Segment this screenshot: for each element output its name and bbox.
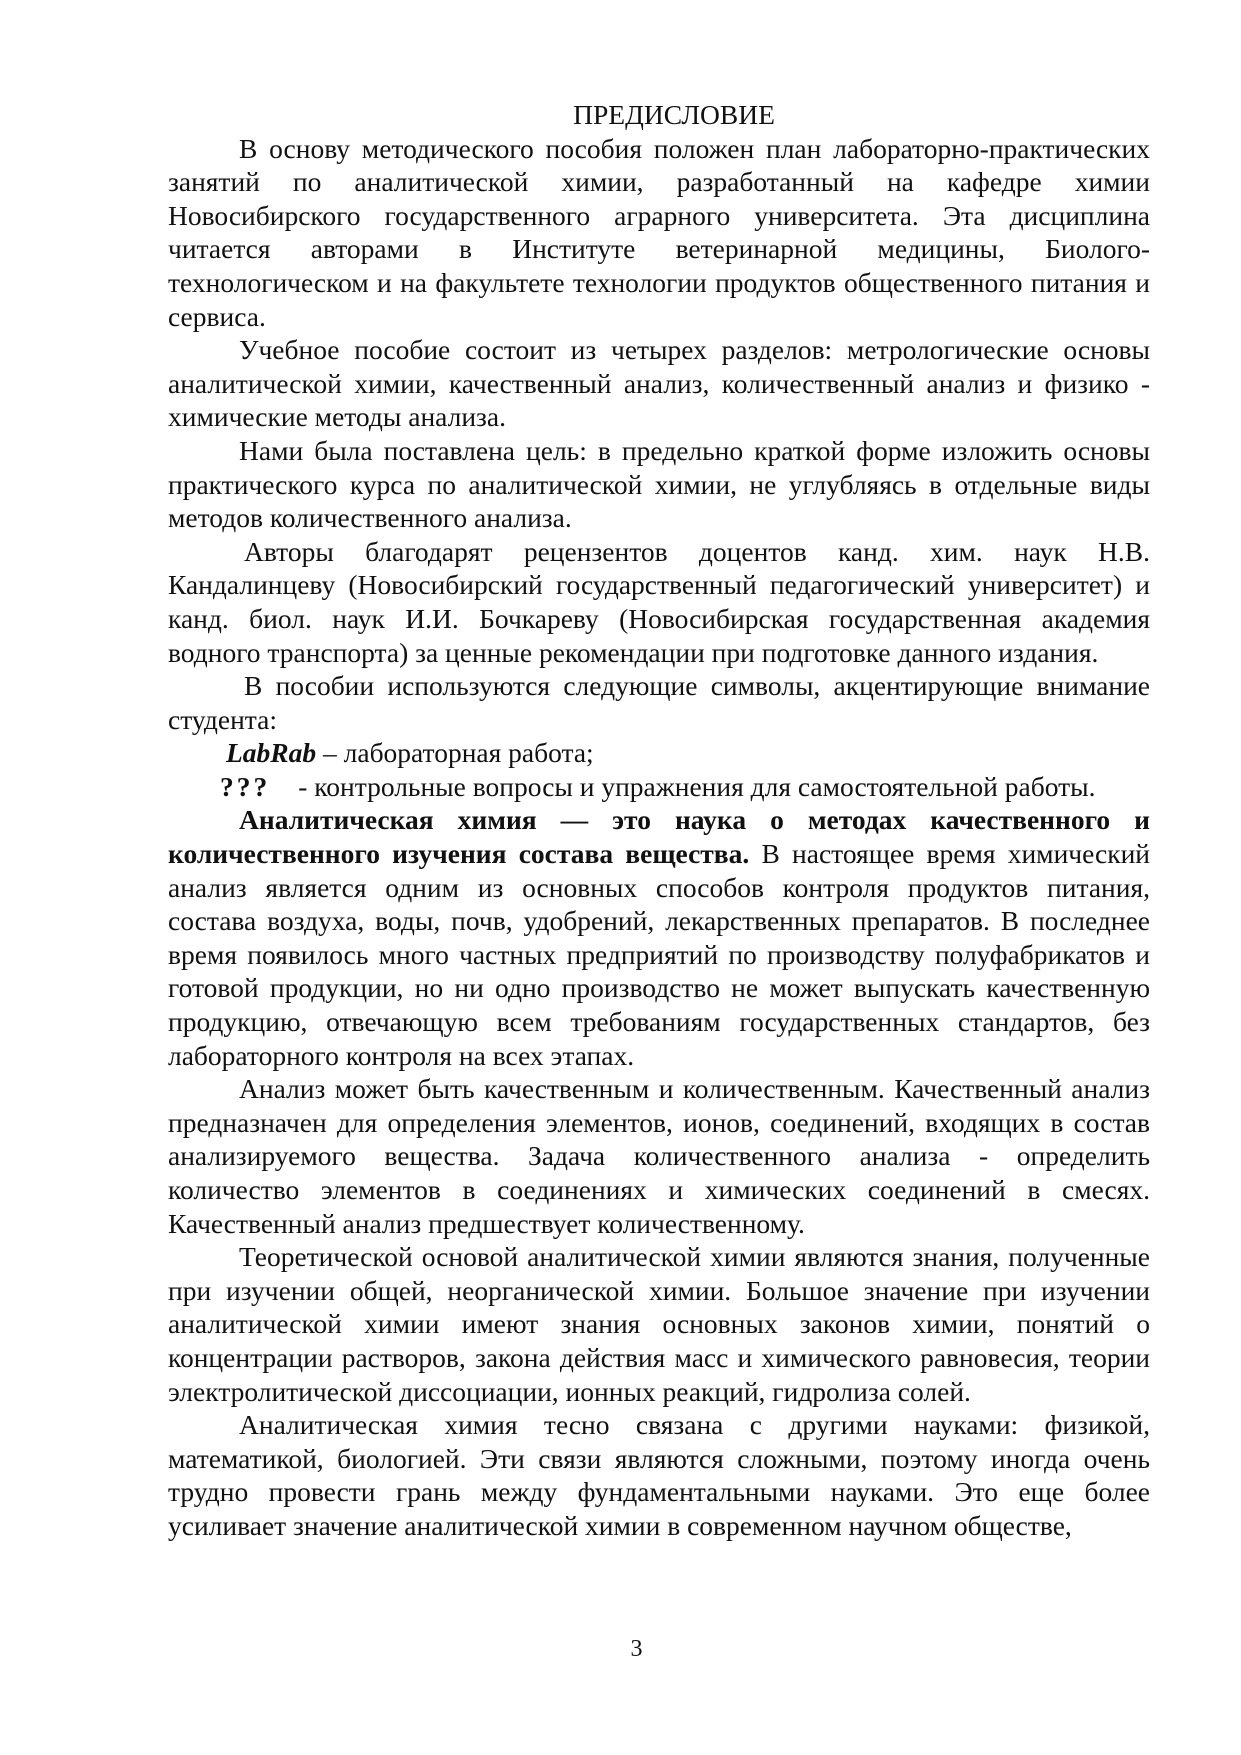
- symbol-questions-key: ???: [220, 770, 271, 802]
- definition-rest: В настоящее время химический анализ является одним из основных способов контроля продуктов питания, состава воздуха, воды, почв, удобрений, лекарственных препаратов. В последнее время появилось много частных предприятий по производству полуфабрикатов и готовой продукции, но ни одно производство не может выпускать качественную продукцию, отвечающую всем требованиям государственных стандартов, без лабораторного контроля на всех этапах.: [168, 838, 1151, 1071]
- page-body: [168, 98, 1150, 1543]
- symbol-labrab-key: LabRab: [226, 737, 317, 769]
- paragraph-symbols-intro: В пособии используются следующие символы, акцентирующие внимание студента:: [168, 670, 1150, 735]
- paragraph-acknowledgements: Авторы благодарят рецензентов доцентов канд. хим. наук Н.В. Кандалинцеву (Новосибирский государственный педагогический университет) и канд. биол. наук И.И. Бочкареву (Новосибирская государственная академия водного транспорта) за ценные рекомендации при подготовке данного издания.: [168, 535, 1150, 668]
- page-title: ПРЕДИСЛОВИЕ: [573, 99, 775, 130]
- paragraph-theory: Теоретической основой аналитической химии являются знания, полученные при изучении общей, неорганической химии. Большое значение при изучении аналитической химии имеют знания основных законов химии, понятий о концентрации растворов, закона действия масс и химического равновесия, теории электролитической диссоциации, ионных реакций, гидролиза солей.: [168, 1241, 1150, 1407]
- symbol-labrab: [168, 736, 1150, 770]
- paragraph-goal: Нами была поставлена цель: в предельно краткой форме изложить основы практического курса по аналитической химии, не углубляясь в отдельные виды методов количественного анализа.: [168, 434, 1150, 534]
- symbol-questions-text: - контрольные вопросы и упражнения для самостоятельной работы.: [298, 770, 1096, 802]
- paragraph-relations: Аналитическая химия тесно связана с другими науками: физикой, математикой, биологией. Эти связи являются сложными, поэтому иногда очень трудно провести грань между фундаментальными науками. Это еще более усиливает значение аналитической химии в современном научном обществе,: [168, 1409, 1150, 1541]
- paragraph-sections: Учебное пособие состоит из четырех разделов: метрологические основы аналитической химии, качественный анализ, количественный анализ и физико - химические методы анализа.: [168, 334, 1150, 433]
- symbol-questions: [168, 770, 1150, 804]
- paragraph-analysis-types: Анализ может быть качественным и количественным. Качественный анализ предназначен для определения элементов, ионов, соединений, входящих в состав анализируемого вещества. Задача количественного анализа - определить количество элементов в соединениях и химических соединений в смесях. Качественный анализ предшествует количественному.: [168, 1073, 1150, 1239]
- paragraph-definition: [168, 803, 1150, 1072]
- symbol-labrab-text: – лабораторная работа;: [316, 737, 594, 769]
- page-number: 3: [630, 1636, 643, 1662]
- paragraph-intro: В основу методического пособия положен план лабораторно-практических занятий по аналитической химии, разработанный на кафедре химии Новосибирского государственного аграрного университета. Эта дисциплина читается авторами в Институте ветеринарной медицины, Биолого-технологическом и на факультете технологии продуктов общественного питания и сервиса.: [168, 132, 1150, 332]
- definition-bold: Аналитическая химия — это наука о методах качественного и количественного изучения состава вещества.: [168, 804, 1150, 870]
